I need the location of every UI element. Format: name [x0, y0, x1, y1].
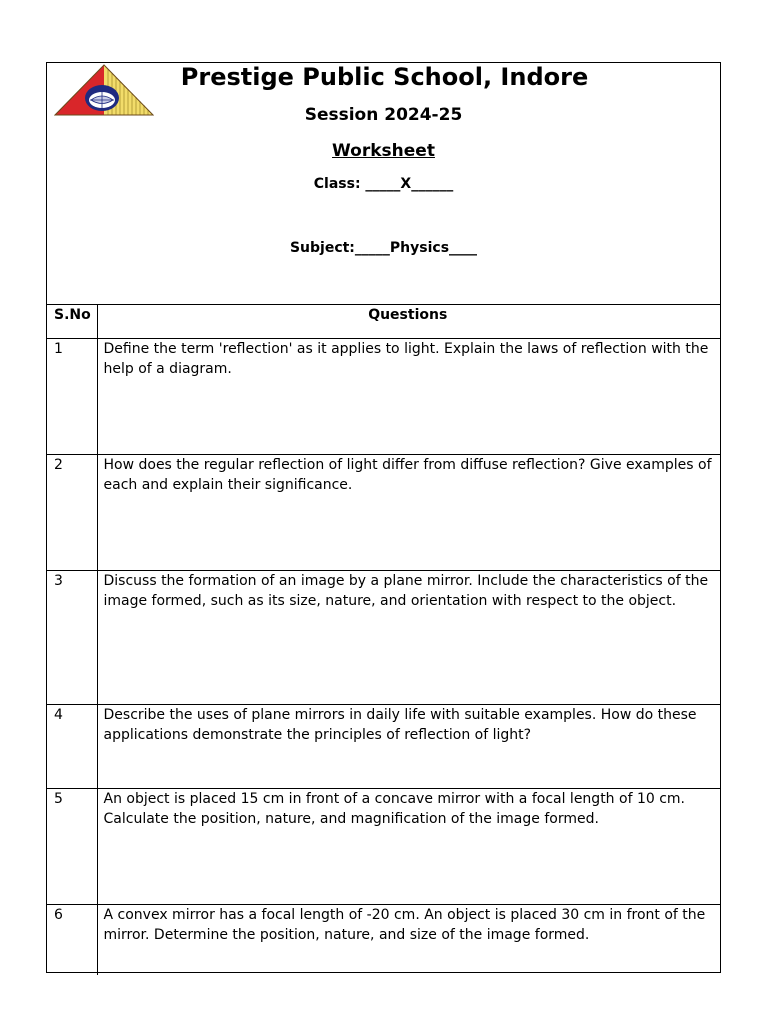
subject-line: Subject:_____Physics____: [289, 240, 478, 256]
question-text: Discuss the formation of an image by a plane mirror. Include the characteristics of the image formed, such as its size, nature, and orientation with respect to the object.: [97, 571, 720, 705]
table-row: [47, 705, 720, 789]
table-row: [47, 905, 720, 975]
question-number: 1: [47, 339, 97, 455]
question-text: An object is placed 15 cm in front of a concave mirror with a focal length of 10 cm. Calculate the position, nature, and magnification of the image formed.: [97, 789, 720, 905]
question-text: How does the regular reflection of light differ from diffuse reflection? Give examples of each and explain their significance.: [97, 455, 720, 571]
question-text: Define the term 'reflection' as it applies to light. Explain the laws of reflection with the help of a diagram.: [97, 339, 720, 455]
column-header-questions: Questions: [97, 305, 720, 339]
column-header-sno: S.No: [47, 305, 97, 339]
class-line: Class: _____X______: [313, 176, 454, 192]
question-number: 4: [47, 705, 97, 789]
worksheet-frame: [46, 62, 721, 973]
worksheet-header: [47, 63, 720, 304]
table-row: [47, 339, 720, 455]
session-title: Session 2024-25: [304, 105, 463, 125]
question-text: Describe the uses of plane mirrors in daily life with suitable examples. How do these applications demonstrate the principles of reflection of light?: [97, 705, 720, 789]
questions-table: [47, 304, 720, 975]
question-number: 2: [47, 455, 97, 571]
question-number: 3: [47, 571, 97, 705]
worksheet-title: Worksheet: [332, 141, 435, 161]
question-text: A convex mirror has a focal length of -20 cm. An object is placed 30 cm in front of the mirror. Determine the position, nature, and size of the image formed.: [97, 905, 720, 975]
table-row: [47, 455, 720, 571]
question-number: 6: [47, 905, 97, 975]
table-header-row: [47, 305, 720, 339]
school-name: Prestige Public School, Indore: [180, 63, 589, 91]
question-number: 5: [47, 789, 97, 905]
table-row: [47, 571, 720, 705]
table-row: [47, 789, 720, 905]
